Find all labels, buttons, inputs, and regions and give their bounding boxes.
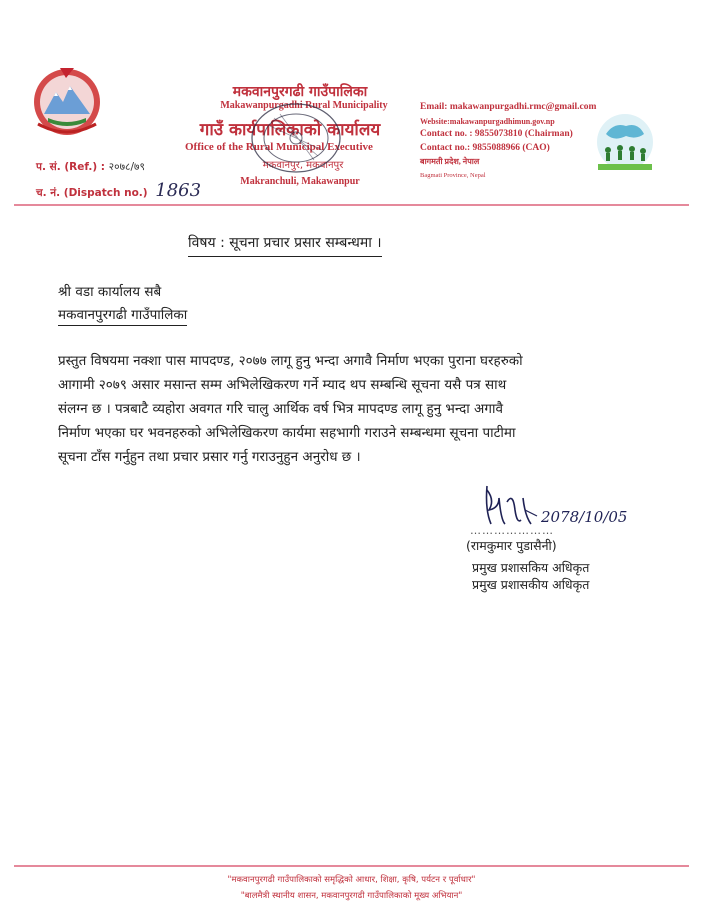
ref-value: २०७८/७९ [108, 161, 145, 173]
office-name-np: गाउँ कार्यपालिकाको कार्यालय [199, 120, 381, 140]
footer-divider [14, 865, 689, 867]
body-line: संलग्न छ । पत्रबाटै व्यहोरा अवगत गरि चालु आर्थिक वर्ष भित्र मापदण्ड लागू हुनु भन्दा अगावै [58, 401, 503, 417]
addressee-line2 [58, 305, 187, 323]
dispatch-number [36, 180, 201, 201]
contact-block [420, 101, 600, 182]
location-np: मकवानपुर, मकवानपुर [262, 160, 344, 171]
letter-subject [188, 233, 382, 252]
signatory-name: (रामकुमार पुडासैनी) [466, 538, 557, 553]
province-np: बागमती प्रदेश, नेपाल [420, 157, 480, 166]
designation-stamp: प्रमुख प्रशासकीय अधिकृत [472, 577, 590, 592]
body-line: प्रस्तुत विषयमा नक्शा पास मापदण्ड, २०७७ लागू हुनु भन्दा अगावै निर्माण भएका पुराना घरहरुको [58, 353, 523, 369]
body-line: सूचना टाँस गर्नुहुन तथा प्रचार प्रसार गर्नु गराउनुहुन अनुरोध छ । [58, 449, 361, 465]
footer-slogan-2: "बालमैत्री स्थानीय शासन, मकवानपुरगढी गाउँपालिकाको मूख्य अभियान" [240, 891, 463, 901]
contact-phone-chairman: Contact no. : 9855073810 (Chairman) [420, 129, 573, 139]
contact-website: Website:makawanpurgadhimun.gov.np [420, 116, 555, 126]
office-name-en: Office of the Rural Municipal Executive [185, 141, 373, 153]
addressee-line2-text: मकवानपुरगढी गाउँपालिका [58, 307, 188, 323]
header-divider [14, 204, 689, 206]
subject-underline [188, 256, 382, 257]
letter-body [58, 349, 658, 469]
footer-slogan-1: "मकवानपुरगढी गाउँपालिकाको समृद्धिको आधार, शिक्षा, कृषि, पर्यटन र पूर्वाधार" [227, 875, 476, 885]
subject-text: विषय : सूचना प्रचार प्रसार सम्बन्धमा । [188, 235, 382, 251]
reference-number [36, 160, 145, 174]
municipality-name-np: मकवानपुरगढी गाउँपालिका [232, 84, 368, 100]
contact-email: Email: makawanpurgadhi.rmc@gmail.com [420, 102, 597, 112]
contact-phone-cao: Contact no.: 9855088966 (CAO) [420, 142, 550, 153]
dispatch-value-handwritten: 1863 [155, 180, 202, 201]
body-line: आगामी २०७९ असार मसान्त सम्म अभिलेखिकरण गर्ने म्याद थप सम्बन्धि सूचना यसै पत्र साथ [58, 377, 507, 393]
campaign-logo [592, 112, 658, 176]
signature-date: 2078/10/05 [541, 508, 628, 526]
office-seal-stamp [240, 98, 352, 178]
municipality-name-en: Makawanpurgadhi Rural Municipality [220, 100, 388, 111]
province-en: Bagmati Province, Nepal [420, 171, 486, 179]
dispatch-label: च. नं. (Dispatch no.) [36, 187, 148, 199]
signature-dots: ………………… [470, 524, 554, 537]
nepal-emblem-logo [30, 62, 104, 138]
addressee-underline [58, 325, 187, 326]
location-en: Makranchuli, Makawanpur [240, 176, 360, 187]
addressee-line1: श्री वडा कार्यालय सबै [58, 284, 162, 300]
signatory-designation: प्रमुख प्रशासकिय अधिकृत [472, 560, 590, 575]
body-line: निर्माण भएका घर भवनहरुको अभिलेखिकरण कार्यमा सहभागी गराउने सम्बन्धमा सूचना पाटीमा [58, 425, 516, 441]
ref-label: प. सं. (Ref.) : [36, 161, 105, 173]
